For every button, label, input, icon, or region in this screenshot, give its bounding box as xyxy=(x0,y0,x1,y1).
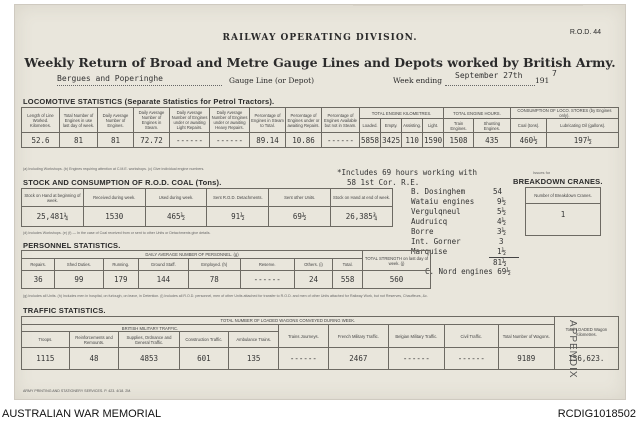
loco-value: 110 xyxy=(402,133,423,148)
stock-value: 26,385¾ xyxy=(331,207,393,227)
places-total: 81½ xyxy=(493,258,507,267)
loco-value: 52.6 xyxy=(22,133,60,148)
traffic-header: Troops. xyxy=(22,332,70,348)
stock-header: Stock on Hand at beginning of week. xyxy=(22,189,84,207)
breakdown-header: Number of Breakdown Cranes. xyxy=(526,188,601,204)
loco-subheader: Assisting. xyxy=(402,119,423,133)
loco-value: 10.86 xyxy=(286,133,322,148)
stock-header: Used during week. xyxy=(145,189,207,207)
traffic-value: 4853 xyxy=(119,348,179,370)
place-value: 3½ xyxy=(497,227,507,236)
stock-table xyxy=(21,188,393,227)
loco-value: 197½ xyxy=(547,133,619,148)
place-name: B. Dosinghem xyxy=(411,187,466,196)
personnel-header: Repairs. xyxy=(22,259,55,271)
place-value: 4½ xyxy=(497,217,507,226)
loco-value: ------ xyxy=(170,133,210,148)
personnel-notes: (g) Includes all Units. (h) Includes men in hospital, on furlough, on leave, in Detention. (i) Includes all R.O.D. personnel, men of other Units attached for transfer to R.O.D. and men of other Units attached for Railway Work, but not Reserves, Chauffeurs, &c. xyxy=(23,294,428,298)
personnel-value: 36 xyxy=(22,271,55,289)
loco-subheader: Lubricating Oil (gallons). xyxy=(547,119,619,133)
stock-value: 91½ xyxy=(207,207,269,227)
breakdown-value: 1 xyxy=(526,204,601,236)
personnel-table xyxy=(21,250,431,289)
stock-header: Sent R.O.D. Detachments. xyxy=(207,189,269,207)
loco-header: Percentage of Engines Available but not in Steam. xyxy=(322,108,360,133)
personnel-value: 179 xyxy=(103,271,138,289)
stock-header: Sent other Units. xyxy=(269,189,331,207)
traffic-header: Belgian Military Traffic. xyxy=(388,325,444,348)
traffic-value: 1115 xyxy=(22,348,70,370)
loco-value: 72.72 xyxy=(134,133,170,148)
loco-subheader: Light. xyxy=(423,119,444,133)
traffic-value: ------ xyxy=(388,348,444,370)
loco-header: Daily Average Number of Engines. xyxy=(98,108,134,133)
breakdown-table xyxy=(525,187,601,236)
traffic-value: 9189 xyxy=(498,348,554,370)
loco-header: Daily Average Number of Engines under or awaiting Heavy Repairs. xyxy=(210,108,250,133)
traffic-value: 156,623. xyxy=(554,348,618,370)
traffic-value: ------ xyxy=(444,348,498,370)
stock-value: 1530 xyxy=(83,207,145,227)
week-ending-label: Week ending xyxy=(393,76,443,85)
loco-header: Total Number of Engines in use last day of week. xyxy=(60,108,98,133)
loco-value: 1590 xyxy=(423,133,444,148)
personnel-value: 99 xyxy=(55,271,103,289)
place-value: 3 xyxy=(499,237,504,246)
loco-header: Percentage of Engines in Steam to Total. xyxy=(250,108,286,133)
personnel-value: 144 xyxy=(138,271,188,289)
place-name: Borre xyxy=(411,227,434,236)
loco-value: 3425 xyxy=(381,133,402,148)
personnel-header: Reserve. xyxy=(240,259,294,271)
personnel-value: 560 xyxy=(363,271,431,289)
traffic-header: Total LOADED Wagon Kilometres. xyxy=(554,317,618,348)
loco-value: 1508 xyxy=(444,133,474,148)
loco-value: 81 xyxy=(98,133,134,148)
loco-header: Daily Average Number of Engines under or awaiting Light Repairs. xyxy=(170,108,210,133)
stock-section-title: STOCK AND CONSUMPTION OF R.O.D. COAL (Tons). xyxy=(23,178,222,187)
place-name: Vergulqneul xyxy=(411,207,461,216)
personnel-value: 24 xyxy=(294,271,333,289)
loco-value: ------ xyxy=(210,133,250,148)
breakdown-section-title: BREAKDOWN CRANES. xyxy=(513,177,603,186)
loco-header: Length of Line Worked. Kilometres. xyxy=(22,108,60,133)
location-handwritten: Bergues and Poperinghe xyxy=(57,74,163,83)
traffic-table xyxy=(21,316,619,370)
locomotive-section-title: LOCOMOTIVE STATISTICS (Separate Statistics for Petrol Tractors). xyxy=(23,97,275,106)
place-value: 9½ xyxy=(497,197,507,206)
personnel-header: Total. xyxy=(333,259,363,271)
stock-value: 69½ xyxy=(269,207,331,227)
breakdown-small-label: Issues for xyxy=(533,170,551,175)
loco-header: CONSUMPTION OF LOCO. STORES (by Engines only). xyxy=(510,108,618,119)
traffic-header: Civil Traffic. xyxy=(444,325,498,348)
loco-subheader: Empty. xyxy=(381,119,402,133)
loco-value: 460½ xyxy=(510,133,547,148)
location-rule xyxy=(57,85,222,86)
traffic-value: 2467 xyxy=(328,348,388,370)
gauge-line-label: Gauge Line (or Depot) xyxy=(229,76,315,85)
handwritten-unit-note: 58 1st Cor. R.E. xyxy=(347,178,420,187)
stock-value: 25,481¼ xyxy=(22,207,84,227)
archive-reference: RCDIG1018502 xyxy=(557,408,636,420)
traffic-value: ------ xyxy=(279,348,329,370)
personnel-header: Others. (i) xyxy=(294,259,333,271)
nord-engines-note: C. Nord engines 69½ xyxy=(425,267,511,276)
traffic-value: 135 xyxy=(229,348,279,370)
personnel-strength-header: TOTAL STRENGTH on last day of week. (j) xyxy=(363,251,431,271)
locomotive-table xyxy=(21,107,619,148)
personnel-header: Running. xyxy=(103,259,138,271)
sheet-fold xyxy=(353,5,583,11)
personnel-header: Shed Duties. xyxy=(55,259,103,271)
traffic-military-header: BRITISH MILITARY TRAFFIC. xyxy=(22,325,279,332)
loco-header: TOTAL ENGINE HOURS. xyxy=(444,108,511,119)
traffic-header: Ambulance Trains. xyxy=(229,332,279,348)
stock-notes: (d) Includes Workshops. (e) (f) — In the case of Coal received from or sent to other Units or Detachments give details. xyxy=(23,231,211,235)
handwritten-hours-note: *Includes 69 hours working with xyxy=(337,168,477,177)
traffic-header: Total Number of Wagons. xyxy=(498,325,554,348)
traffic-header: French Military Traffic. xyxy=(328,325,388,348)
loco-header: TOTAL ENGINE KILOMETRES. xyxy=(360,108,444,119)
personnel-value: ------ xyxy=(240,271,294,289)
personnel-value: 78 xyxy=(188,271,240,289)
loco-value: 435 xyxy=(473,133,510,148)
division-heading: RAILWAY OPERATING DIVISION. xyxy=(222,33,418,43)
stock-header: Stock on Hand at end of week. xyxy=(331,189,393,207)
loco-value: 89.14 xyxy=(250,133,286,148)
personnel-section-title: PERSONNEL STATISTICS. xyxy=(23,241,121,250)
loco-subheader: Train Engines. xyxy=(444,119,474,133)
year-handwritten: 7 xyxy=(552,69,557,78)
place-value: 5½ xyxy=(497,207,507,216)
loco-subheader: Coal (tons). xyxy=(510,119,547,133)
traffic-header: Reinforcements and Remounts. xyxy=(69,332,119,348)
traffic-header: Construction Traffic. xyxy=(179,332,229,348)
place-name: Marquise xyxy=(411,247,448,256)
year-printed: 191 xyxy=(535,76,550,85)
traffic-group-header: TOTAL NUMBER OF LOADED WAGONS CONVEYED DURING WEEK. xyxy=(22,317,555,325)
personnel-header: Employed. (h) xyxy=(188,259,240,271)
loco-subheader: Loaded. xyxy=(360,119,381,133)
personnel-group-header: DAILY AVERAGE NUMBER OF PERSONNEL. (g) xyxy=(22,251,363,259)
traffic-header: Trains Journeys. xyxy=(279,325,329,348)
locomotive-notes: (a) Including Workshops. (b) Engines requiring attention at C.M.E. workshops. (c) Give individual engine numbers. xyxy=(23,167,205,171)
stock-header: Received during week. xyxy=(83,189,145,207)
loco-header: Percentage of Engines under or awaiting Repairs. xyxy=(286,108,322,133)
traffic-header: Supplies, Ordnance and General Traffic. xyxy=(119,332,179,348)
document-sheet xyxy=(14,4,626,400)
loco-value: 81 xyxy=(60,133,98,148)
loco-header: Daily Average Number of Engines in Steam. xyxy=(134,108,170,133)
loco-value: ------ xyxy=(322,133,360,148)
loco-value: 5858 xyxy=(360,133,381,148)
appendix-stamp: APPENDIX xyxy=(567,320,578,379)
personnel-value: 558 xyxy=(333,271,363,289)
place-name: Audruicq xyxy=(411,217,448,226)
archive-caption: AUSTRALIAN WAR MEMORIAL xyxy=(2,408,162,420)
place-value: 1½ xyxy=(497,247,507,256)
form-code: R.O.D. 44 xyxy=(569,29,601,36)
traffic-value: 48 xyxy=(69,348,119,370)
place-value: 54 xyxy=(493,187,503,196)
return-title: Weekly Return of Broad and Metre Gauge Lines and Depots worked by British Army. xyxy=(24,55,616,70)
place-name: Int. Gorner xyxy=(411,237,461,246)
personnel-header: Ground Staff. xyxy=(138,259,188,271)
traffic-section-title: TRAFFIC STATISTICS. xyxy=(23,306,106,315)
stock-value: 465½ xyxy=(145,207,207,227)
place-name: Wataiu engines xyxy=(411,197,475,206)
traffic-value: 601 xyxy=(179,348,229,370)
printer-line: ARMY PRINTING AND STATIONERY SERVICES. P. 423. 4/18. 2M. xyxy=(23,389,132,393)
week-rule xyxy=(445,85,535,86)
week-ending-handwritten: September 27th xyxy=(455,71,523,80)
loco-subheader: Shunting Engines. xyxy=(473,119,510,133)
